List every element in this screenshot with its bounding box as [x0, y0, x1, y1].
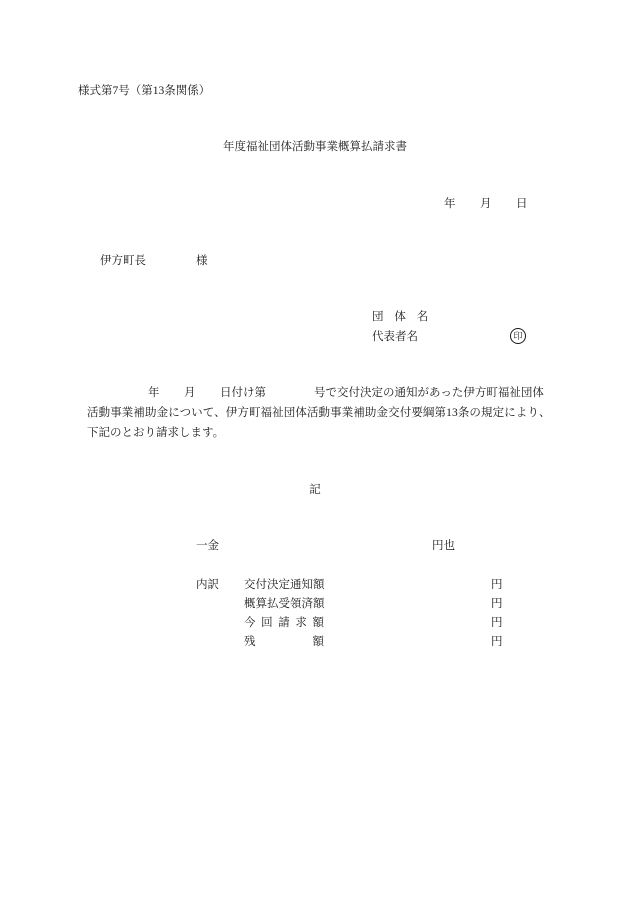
breakdown-row-label: 今 回 請 求 額 [244, 617, 324, 629]
body-line-2: 活動事業補助金について、伊方町福祉団体活動事業補助金交付要綱第13条の規定により、 [87, 407, 551, 419]
breakdown-label: 内訳 [196, 579, 219, 591]
date-month-label: 月 [480, 198, 492, 210]
body-dated-no: 日付け第 [220, 387, 266, 399]
breakdown-row-label: 残 額 [244, 636, 324, 648]
breakdown-row-label: 交付決定通知額 [244, 579, 325, 591]
body-sentence-start: 号で交付決定の通知があった伊方町福祉団体 [314, 387, 544, 399]
amount-suffix: 円也 [432, 540, 455, 552]
breakdown-row-unit: 円 [491, 598, 503, 610]
document-title: 年度福祉団体活動事業概算払請求書 [223, 141, 407, 153]
date-day-label: 日 [516, 198, 528, 210]
ki-heading: 記 [309, 484, 321, 496]
breakdown-row-unit: 円 [491, 617, 503, 629]
representative-name-label: 代表者名 [372, 331, 418, 343]
breakdown-row-unit: 円 [491, 636, 503, 648]
body-year: 年 [148, 387, 160, 399]
form-number: 様式第7号（第13条関係） [78, 85, 211, 97]
addressee-honorific: 様 [196, 255, 208, 267]
body-line-3: 下記のとおり請求します。 [87, 427, 225, 439]
breakdown-row-unit: 円 [491, 579, 503, 591]
addressee-name: 伊方町長 [100, 255, 146, 267]
amount-prefix: 一金 [196, 540, 219, 552]
body-month: 月 [184, 387, 196, 399]
date-year-label: 年 [444, 198, 456, 210]
breakdown-row-label: 概算払受領済額 [244, 598, 325, 610]
organization-name-label: 団 体 名 [372, 311, 433, 323]
seal-stamp-icon: 印 [510, 328, 526, 344]
